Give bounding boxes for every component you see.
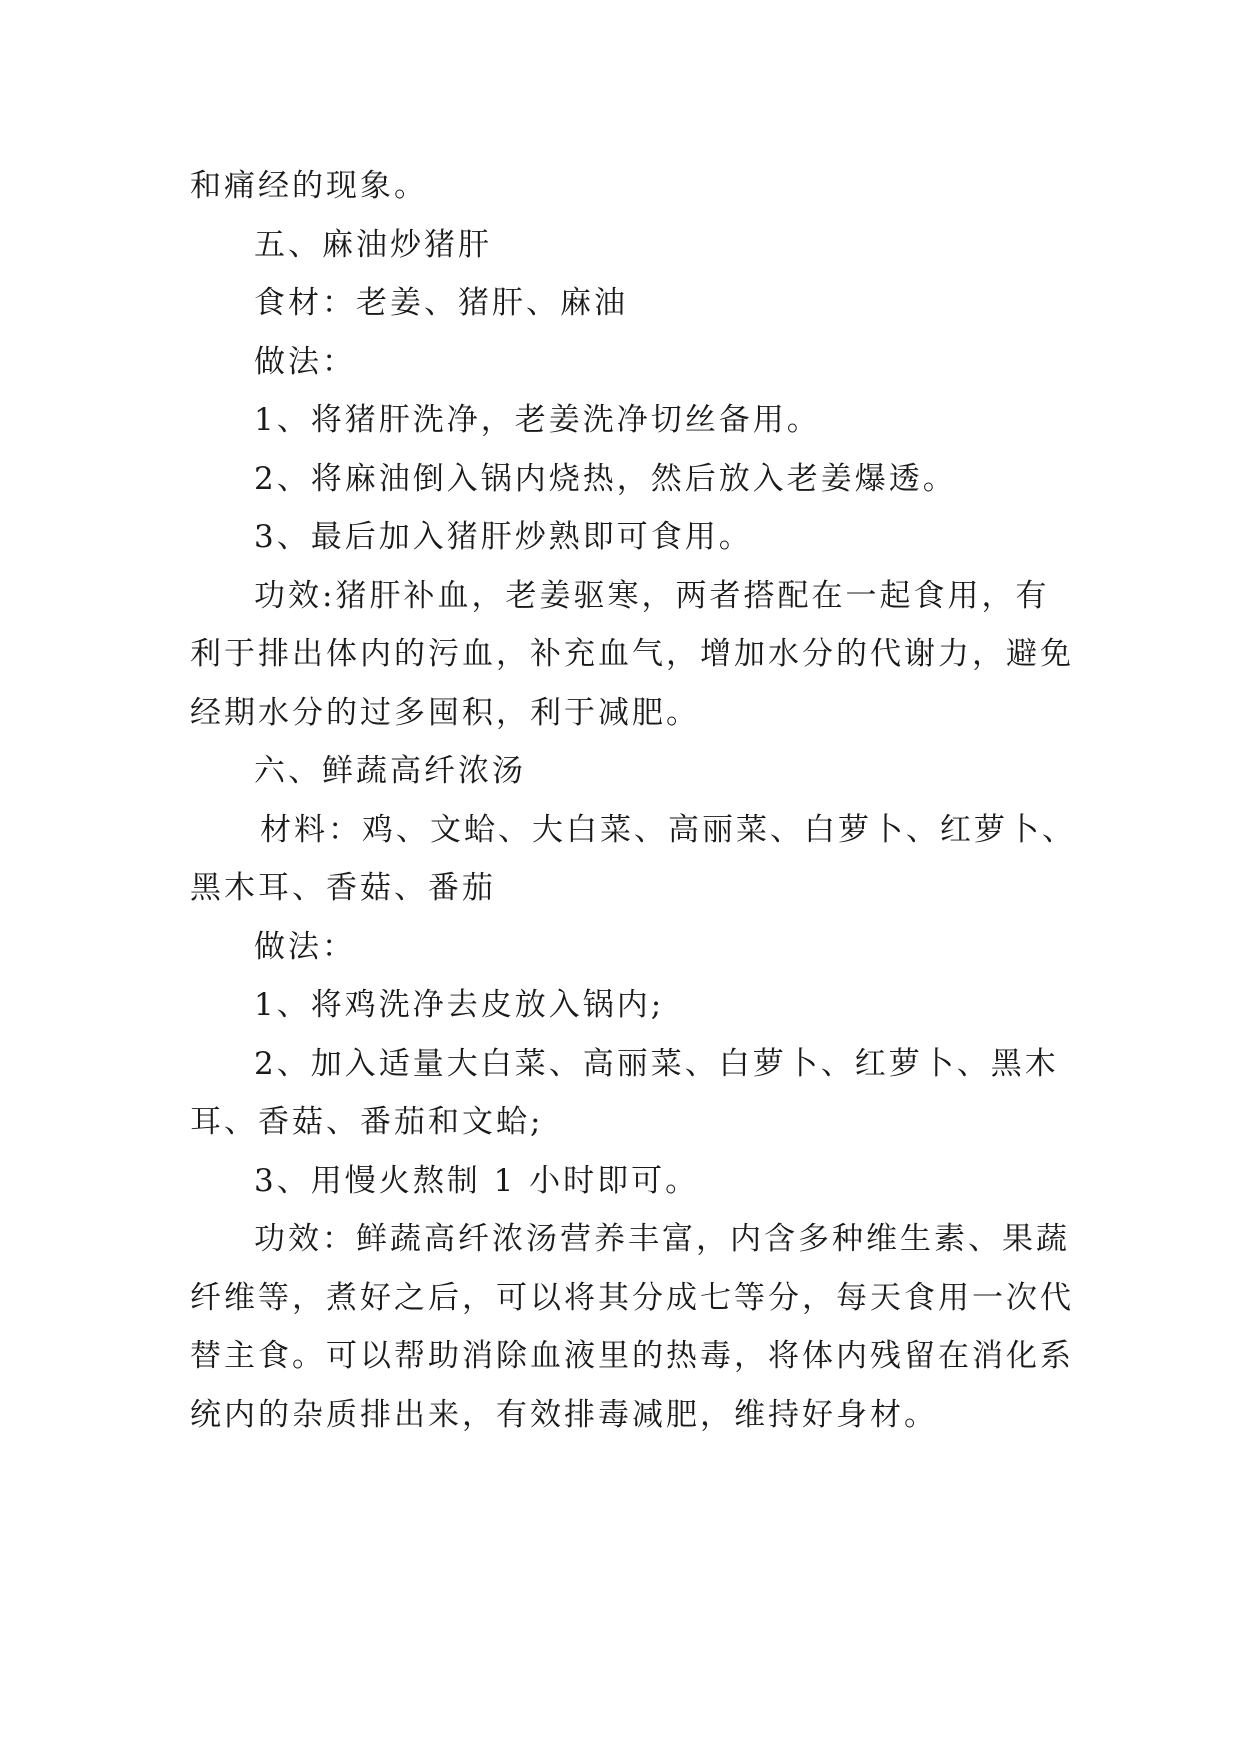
step-line: 2、加入适量大白菜、高丽菜、白萝卜、红萝卜、黑木: [254, 1045, 1059, 1082]
ingredients-line: 材料：鸡、文蛤、大白菜、高丽菜、白萝卜、红萝卜、: [260, 811, 1076, 848]
paragraph-line: 和痛经的现象。: [190, 168, 428, 204]
effect-line: 功效：鲜蔬高纤浓汤营养丰富，内含多种维生素、果蔬: [254, 1221, 1070, 1257]
method-heading: 做法：: [254, 343, 356, 380]
section-heading: 六、鲜蔬高纤浓汤: [254, 753, 526, 789]
effect-line: 替主食。可以帮助消除血液里的热毒，将体内残留在消化系: [190, 1338, 1074, 1374]
method-heading: 做法：: [254, 928, 356, 965]
step-line: 3、最后加入猪肝炒熟即可食用。: [254, 519, 753, 555]
step-line: 耳、香菇、番茄和文蛤;: [190, 1104, 544, 1140]
section-heading: 五、麻油炒猪肝: [254, 226, 492, 263]
effect-line: 功效:猪肝补血，老姜驱寒，两者搭配在一起食用，有: [254, 577, 1050, 614]
effect-line: 经期水分的过多囤积，利于减肥。: [190, 694, 700, 731]
effect-line: 统内的杂质排出来，有效排毒减肥，维持好身材。: [190, 1396, 938, 1433]
step-line: 3、用慢火熬制 1 小时即可。: [254, 1162, 700, 1199]
ingredients-line: 食材：老姜、猪肝、麻油: [254, 285, 628, 321]
effect-line: 纤维等，煮好之后，可以将其分成七等分，每天食用一次代: [190, 1279, 1074, 1316]
effect-line: 利于排出体内的污血，补充血气，增加水分的代谢力，避免: [190, 636, 1074, 672]
step-line: 1、将鸡洗净去皮放入锅内;: [254, 987, 665, 1023]
step-line: 2、将麻油倒入锅内烧热，然后放入老姜爆透。: [254, 460, 957, 497]
ingredients-line: 黑木耳、香菇、番茄: [190, 870, 496, 906]
step-line: 1、将猪肝洗净，老姜洗净切丝备用。: [254, 402, 821, 438]
document-body: [190, 157, 1076, 1444]
